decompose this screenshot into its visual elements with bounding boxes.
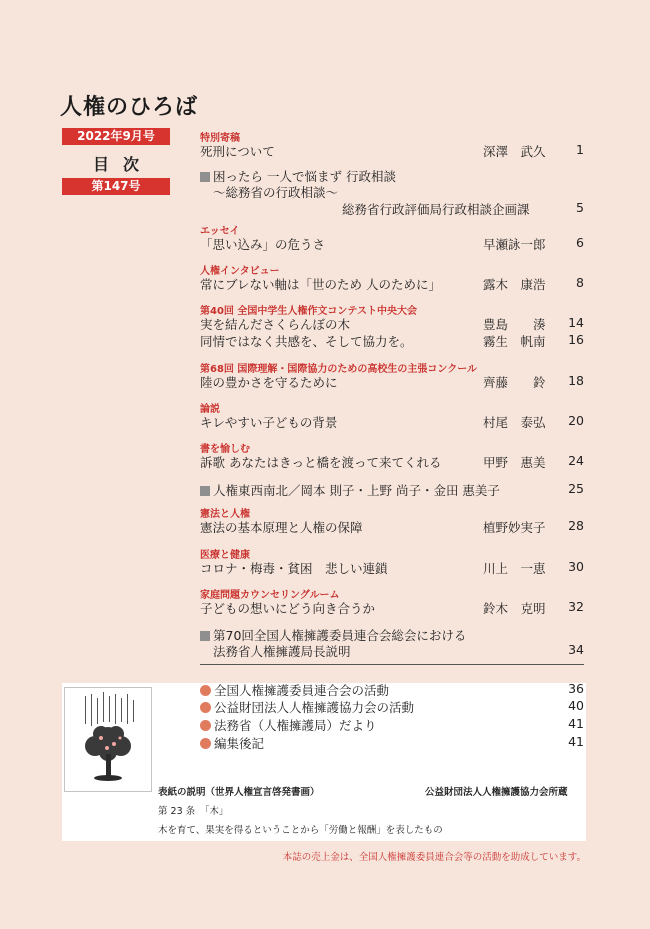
bottom-list-item[interactable]: 全国人権擁護委員連合会の活動 bbox=[200, 681, 389, 699]
toc-entry-author: 露木 康浩 bbox=[483, 277, 546, 292]
toc-title: 目次 bbox=[92, 155, 153, 174]
cover-article: 第 23 条 「木」 bbox=[158, 806, 229, 817]
toc-entry-author: 甲野 惠美 bbox=[483, 455, 546, 470]
toc-entry-author: 植野妙実子 bbox=[483, 520, 546, 535]
category-label: 家庭問題カウンセリングルーム bbox=[200, 590, 340, 601]
bottom-list-item[interactable]: 法務省（人権擁護局）だより bbox=[200, 716, 377, 734]
toc-entry-page: 1 bbox=[576, 142, 584, 157]
category-label: 特別寄稿 bbox=[200, 133, 240, 144]
toc-entry-page: 41 bbox=[568, 734, 584, 749]
toc-entry-title[interactable]: コロナ・梅毒・貧困 悲しい連鎖 bbox=[200, 561, 388, 576]
issue-number-badge: 第147号 bbox=[62, 178, 170, 195]
category-label: 論説 bbox=[200, 404, 220, 415]
toc-entry-author: 村尾 泰弘 bbox=[483, 415, 546, 430]
toc-entry-page: 6 bbox=[576, 235, 584, 250]
toc-entry-author: 早瀬詠一郎 bbox=[483, 237, 546, 252]
category-label: エッセイ bbox=[200, 226, 240, 237]
square-bullet-icon bbox=[200, 172, 210, 182]
toc-entry-page: 28 bbox=[568, 518, 584, 533]
toc-entry-page: 32 bbox=[568, 599, 584, 614]
toc-entry-page: 30 bbox=[568, 559, 584, 574]
bottom-list-item[interactable]: 公益財団法人人権擁護協力会の活動 bbox=[200, 698, 414, 716]
toc-entry-title[interactable]: 「思い込み」の危うさ bbox=[200, 237, 326, 252]
issue-date-badge: 2022年9月号 bbox=[62, 128, 170, 145]
toc-entry-page: 25 bbox=[568, 481, 584, 496]
toc-entry-author: 霧生 帆南 bbox=[483, 334, 546, 349]
toc-entry-page: 16 bbox=[568, 332, 584, 347]
footer-note: 本誌の売上金は、全国人権擁護委員連合会等の活動を助成しています。 bbox=[282, 852, 586, 863]
toc-entry-page: 8 bbox=[576, 275, 584, 290]
category-label: 医療と健康 bbox=[200, 550, 250, 561]
square-bullet-icon bbox=[200, 631, 210, 641]
circle-bullet-icon bbox=[200, 720, 211, 731]
toc-entry-subtitle: 法務省人権擁護局長説明 bbox=[213, 644, 351, 659]
toc-entry-subtitle: ～総務省の行政相談～ bbox=[213, 185, 339, 200]
toc-entry-title[interactable]: 第70回全国人権擁護委員連合会総会における bbox=[200, 626, 466, 644]
toc-entry-author: 川上 一恵 bbox=[483, 561, 546, 576]
toc-entry-title[interactable]: 死刑について bbox=[200, 144, 275, 159]
toc-entry-title[interactable]: 困ったら 一人で悩まず 行政相談 bbox=[200, 167, 396, 185]
toc-entry-author: 鈴木 克明 bbox=[483, 601, 546, 616]
tree-calligraphy-icon bbox=[65, 688, 151, 791]
circle-bullet-icon bbox=[200, 685, 211, 696]
toc-entry-page: 40 bbox=[568, 698, 584, 713]
toc-entry-author: 豊島 湊 bbox=[483, 317, 546, 332]
toc-entry-page: 14 bbox=[568, 315, 584, 330]
toc-entry-author: 深澤 武久 bbox=[483, 144, 546, 159]
toc-entry-author: 総務省行政評価局行政相談企画課 bbox=[342, 202, 530, 217]
bottom-list-item[interactable]: 編集後記 bbox=[200, 734, 264, 752]
toc-entry-page: 20 bbox=[568, 413, 584, 428]
category-label: 憲法と人権 bbox=[200, 509, 250, 520]
cover-artwork bbox=[64, 687, 152, 792]
category-label: 書を愉しむ bbox=[200, 444, 250, 455]
square-bullet-icon bbox=[200, 486, 210, 496]
toc-entry-title[interactable]: 子どもの想いにどう向き合うか bbox=[200, 601, 376, 616]
category-label: 第40回 全国中学生人権作文コンテスト中央大会 bbox=[200, 306, 417, 317]
toc-entry-page: 24 bbox=[568, 453, 584, 468]
magazine-logo: 人権のひろば bbox=[60, 95, 199, 120]
circle-bullet-icon bbox=[200, 738, 211, 749]
category-label: 第68回 国際理解・国際協力のための高校生の主張コンクール bbox=[200, 364, 477, 375]
toc-entry-title[interactable]: 常にブレない軸は「世のため 人のために」 bbox=[200, 277, 441, 292]
divider bbox=[200, 664, 584, 665]
cover-caption-heading: 表紙の説明（世界人権宣言啓発書画） bbox=[158, 787, 320, 798]
toc-entry-author: 齊藤 鈴 bbox=[483, 375, 546, 390]
circle-bullet-icon bbox=[200, 702, 211, 713]
toc-entry-page: 5 bbox=[576, 200, 584, 215]
toc-entry-title[interactable]: キレやすい子どもの背景 bbox=[200, 415, 338, 430]
cover-description: 木を育て、果実を得るということから「労働と報酬」を表したもの bbox=[158, 825, 443, 836]
category-label: 人権インタビュー bbox=[200, 266, 280, 277]
toc-entry-page: 18 bbox=[568, 373, 584, 388]
toc-entry-title[interactable]: 憲法の基本原理と人権の保障 bbox=[200, 520, 363, 535]
toc-entry-page: 34 bbox=[568, 642, 584, 657]
toc-entry-title[interactable]: 実を結んださくらんぼの木 bbox=[200, 317, 351, 332]
toc-entry-page: 36 bbox=[568, 681, 584, 696]
toc-entry-page: 41 bbox=[568, 716, 584, 731]
toc-entry-title[interactable]: 訴歌 あなたはきっと橋を渡って来てくれる bbox=[200, 455, 442, 470]
toc-entry-title[interactable]: 陸の豊かさを守るために bbox=[200, 375, 338, 390]
toc-entry-title[interactable]: 同情ではなく共感を、そして協力を。 bbox=[200, 334, 413, 349]
cover-owner: 公益財団法人人権擁護協力会所蔵 bbox=[425, 787, 568, 798]
toc-entry-title[interactable]: 人権東西南北／岡本 則子・上野 尚子・金田 惠美子 bbox=[200, 481, 500, 499]
